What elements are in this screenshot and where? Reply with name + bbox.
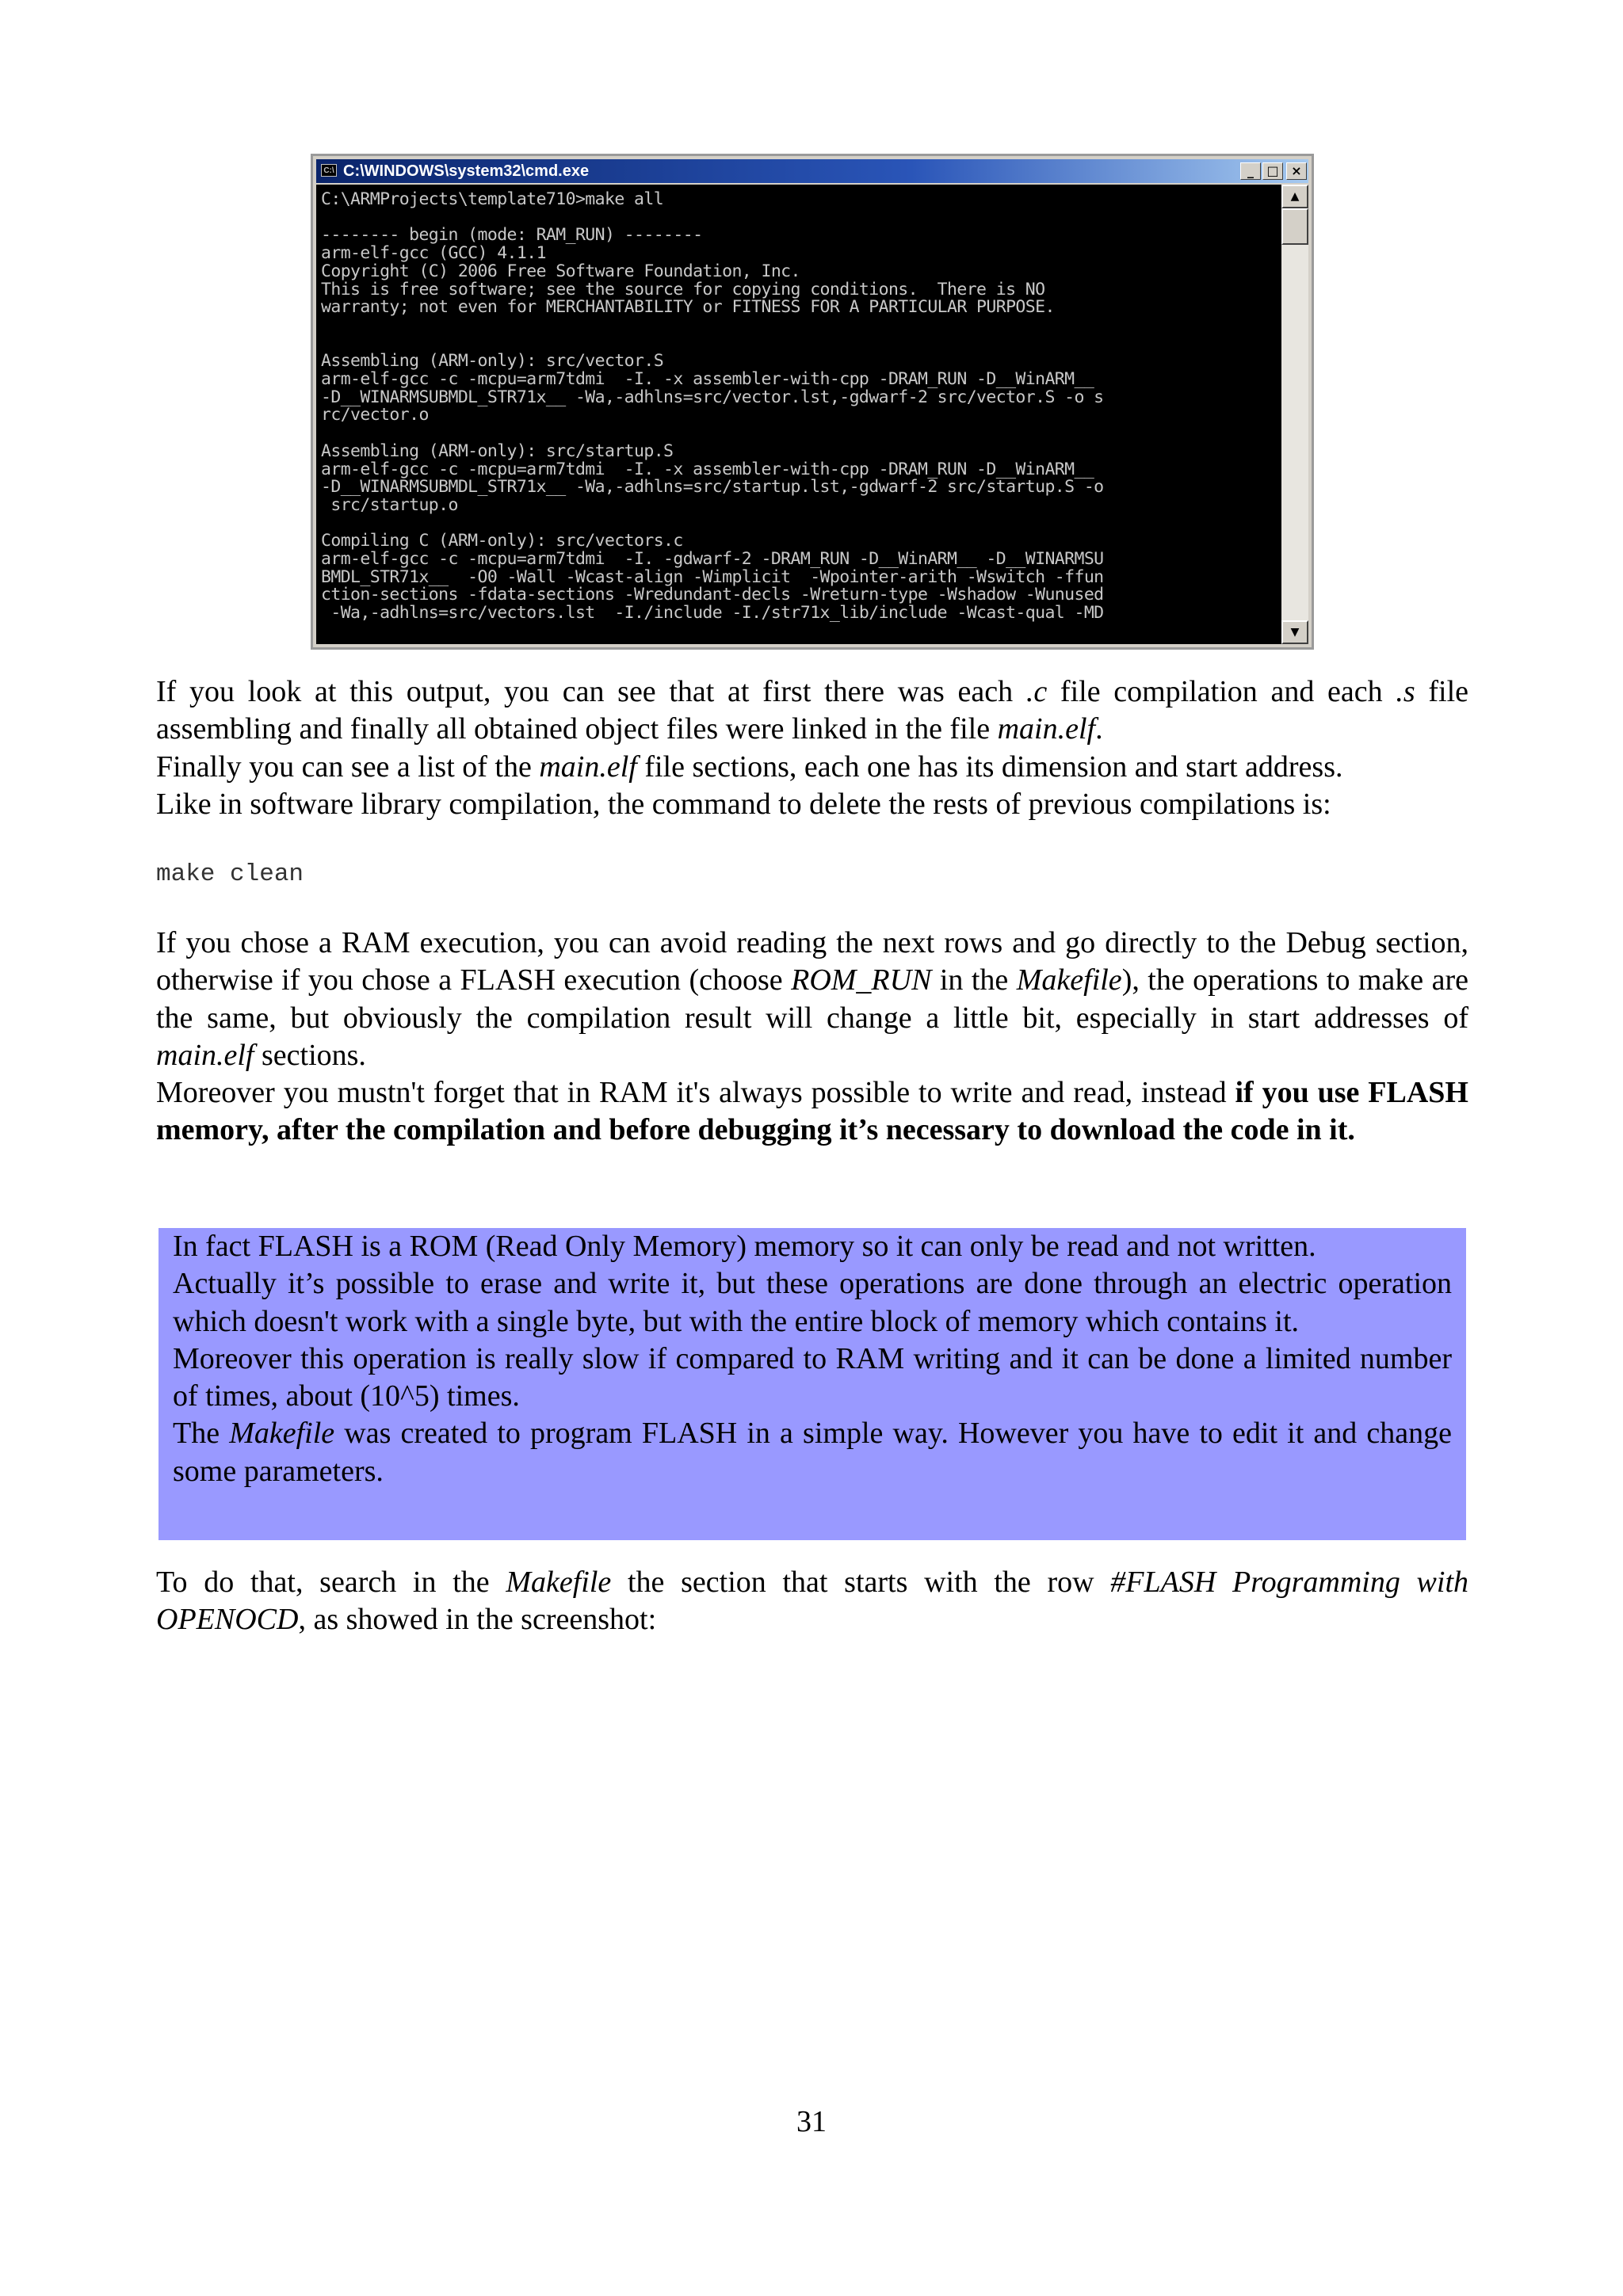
text-run: file compilation and each — [1047, 675, 1396, 708]
text-run: ), the operations to make are the same, but obviously the compilation result will change a little bit, especially in start addresses of — [156, 963, 1468, 1035]
main-elf-filename: main.elf — [156, 1038, 254, 1072]
note-line: In fact FLASH is a ROM (Read Only Memory) memory so it can only be read and not written. — [173, 1230, 1316, 1263]
paragraph-flash-execution — [156, 925, 1468, 1074]
main-elf-filename: main.elf — [539, 750, 637, 784]
console-output: C:\ARMProjects\template710>make all -------- begin (mode: RAM_RUN) -------- arm-elf-gcc (GCC) 4.1.1 Copyright (C) 2006 Free Software Foundation, Inc. This is free software; see the source for copying conditions. There is NO warranty; not even for MERCHANTABILITY or FITNESS FOR A PARTICULAR PURPOSE. Assembling (ARM-only): src/vector.S arm-elf-gcc -c -mcpu=arm7tdmi -I. -x assembler-with-cpp -DRAM_RUN -D__WinARM__ -D__WINARMSUBMDL_STR71x__ -Wa,-adhlns=src/vector.lst,-gdwarf-2 src/vector.S -o s rc/vector.o Assembling (ARM-only): src/startup.S arm-elf-gcc -c -mcpu=arm7tdmi -I. -x assembler-with-cpp -DRAM_RUN -D__WinARM__ -D__WINARMSUBMDL_STR71x__ -Wa,-adhlns=src/startup.lst,-gdwarf-2 src/startup.S -o src/startup.o Compiling C (ARM-only): src/vectors.c arm-elf-gcc -c -mcpu=arm7tdmi -I. -gdwarf-2 -DRAM_RUN -D__WinARM__ -D__WINARMSU BMDL_STR71x__ -O0 -Wall -Wcast-align -Wimplicit -Wpointer-arith -Wswitch -ffun ction-sections -fdata-sections -Wredundant-decls -Wreturn-type -Wshadow -Wunused -Wa,-adhlns=src/vectors.lst -I./include -I./str71x_lib/include -Wcast-qual -MD — [321, 189, 1104, 624]
cmd-scrollbar — [1281, 185, 1308, 644]
cmd-system-icon: C:\ — [321, 164, 337, 177]
text-run: , as showed in the screenshot: — [298, 1603, 657, 1637]
text-run: file assembling and finally all obtained object files were linked in the file — [156, 675, 1468, 746]
minimize-icon: _ — [1240, 162, 1261, 180]
scroll-down-icon: ▼ — [1281, 620, 1308, 644]
s-extension: .s — [1396, 675, 1415, 708]
text-run: Moreover you mustn't forget that in RAM it's always possible to write and read, instead — [156, 1076, 1235, 1109]
page-number: 31 — [796, 2105, 827, 2138]
make-clean-command: make clean — [156, 860, 304, 888]
text-run: Finally you can see a list of the — [156, 750, 540, 784]
paragraph-openocd-section — [156, 1564, 1468, 1639]
text-run: If you look at this output, you can see that at first there was each — [156, 675, 1026, 708]
paragraph-flash-download — [156, 1074, 1468, 1150]
note-line: Moreover this operation is really slow if compared to RAM writing and it can be done a limited number of times, about (10^5) times. — [173, 1341, 1452, 1413]
cmd-titlebar — [316, 159, 1308, 183]
close-icon: × — [1286, 162, 1307, 180]
text-run: in the — [931, 963, 1017, 997]
scroll-thumb — [1281, 208, 1308, 245]
text-run: was created to program FLASH in a simple way. However you have to edit it and change some parameters. — [173, 1417, 1452, 1488]
rom-run-setting: ROM_RUN — [791, 963, 932, 997]
text-run: . — [1095, 712, 1103, 746]
text-run: sections. — [254, 1038, 366, 1072]
paragraph-compilation-output — [156, 673, 1468, 749]
bold-warning: if you use FLASH memory, after the compilation and before debugging it’s necessary to download the code in it. — [156, 1076, 1468, 1147]
makefile-name: Makefile — [1016, 963, 1122, 997]
scroll-up-icon: ▲ — [1281, 185, 1308, 208]
text-run: file sections, each one has its dimension and start address. — [636, 750, 1343, 784]
maximize-icon: □ — [1262, 162, 1283, 180]
flash-note-box — [158, 1228, 1466, 1540]
note-line — [173, 1415, 1452, 1490]
makefile-name: Makefile — [506, 1566, 612, 1599]
text-run: The — [173, 1417, 230, 1451]
makefile-name: Makefile — [229, 1417, 335, 1451]
cmd-console — [316, 185, 1281, 644]
flash-programming-row: #FLASH Programming with OPENOCD — [156, 1566, 1468, 1637]
paragraph-file-sections — [156, 749, 1468, 786]
text-run: To do that, search in the — [156, 1566, 506, 1599]
text-run: the section that starts with the row — [611, 1566, 1111, 1599]
paragraph-clean-command-intro: Like in software library compilation, the command to delete the rests of previous compilations is: — [156, 788, 1331, 821]
main-elf-filename: main.elf — [997, 712, 1096, 746]
c-extension: .c — [1025, 675, 1048, 708]
cmd-window-title: C:\WINDOWS\system32\cmd.exe — [343, 162, 590, 180]
cmd-window-screenshot — [311, 154, 1314, 650]
text-run: If you chose a RAM execution, you can avoid reading the next rows and go directly to the Debug section, otherwise if you chose a FLASH execution (choose — [156, 926, 1468, 997]
note-line: Actually it’s possible to erase and write it, but these operations are done through an electric operation which doesn't work with a single byte, but with the entire block of memory which contains it. — [173, 1267, 1452, 1338]
